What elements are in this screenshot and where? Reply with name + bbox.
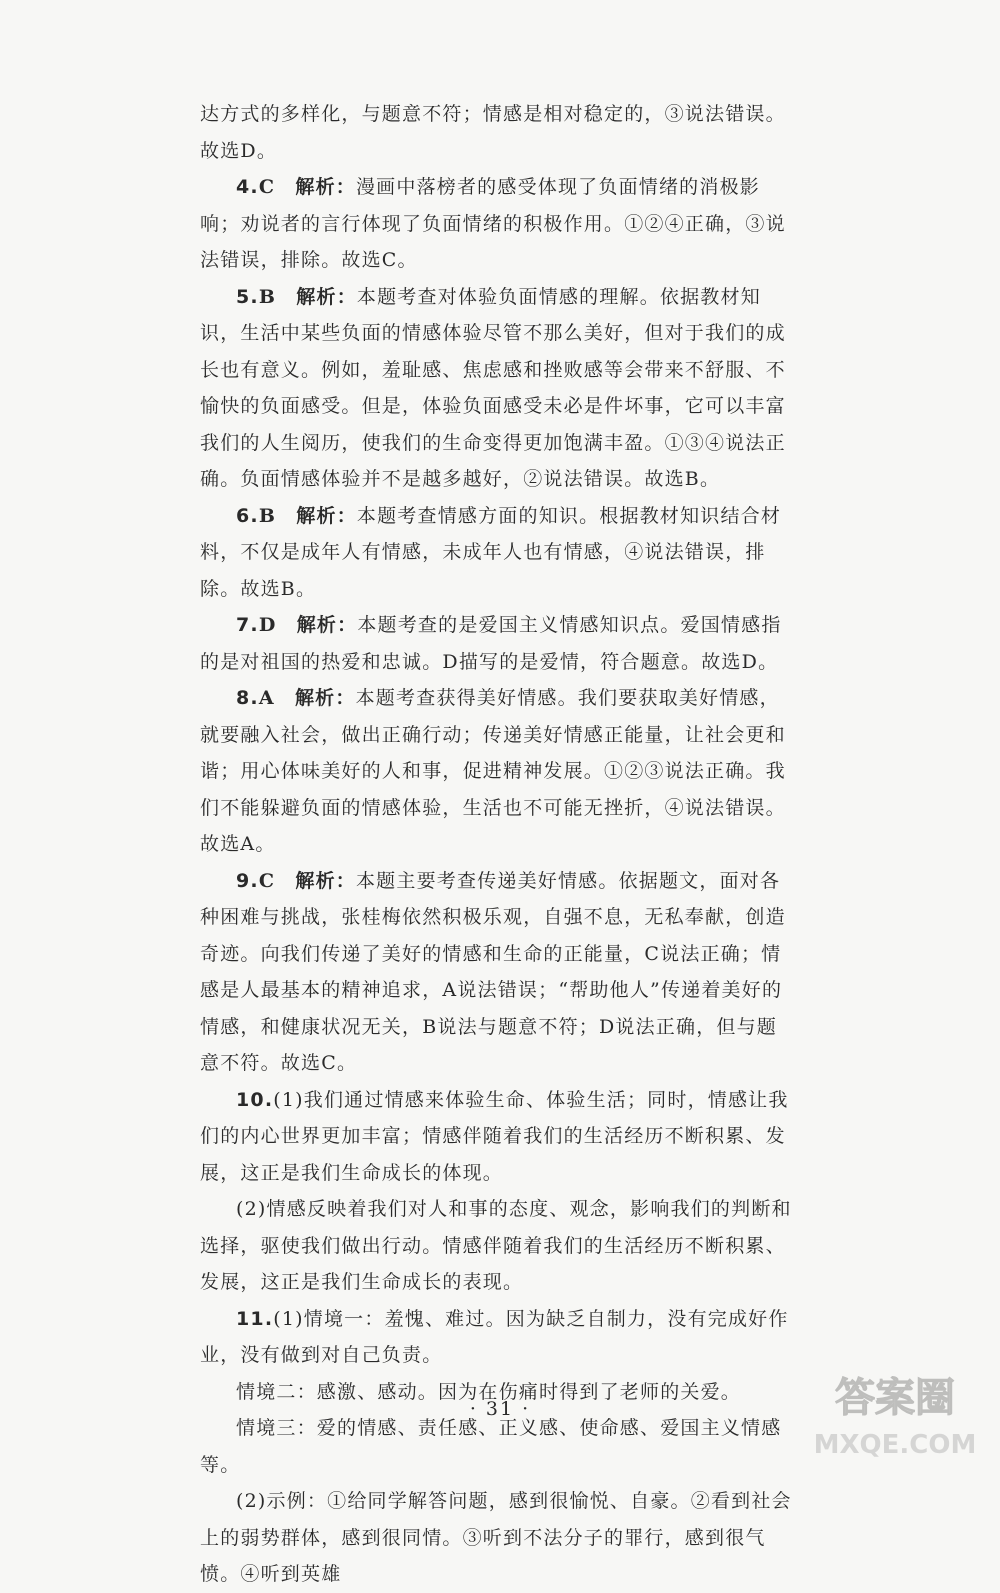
answer-paragraph-7 bbox=[200, 607, 792, 680]
answer-tag: C 解析： bbox=[258, 176, 356, 198]
question-number: 10. bbox=[236, 1088, 274, 1111]
answer-tag: C 解析： bbox=[258, 869, 356, 892]
answer-paragraph-9 bbox=[200, 863, 792, 1082]
watermark-logo bbox=[806, 1363, 984, 1463]
answer-content bbox=[200, 96, 792, 1593]
answer-text: 本题考查情感方面的知识。根据教材知识结合材料，不仅是成年人有情感，未成年人也有情感，④说法错误，排除。故选B。 bbox=[200, 504, 782, 600]
answer-tag: B 解析： bbox=[258, 504, 357, 527]
answer-text: (1)情境一：羞愧、难过。因为缺乏自制力，没有完成好作业，没有做到对自己负责。 bbox=[200, 1307, 789, 1366]
answer-text: 本题考查获得美好情感。我们要获取美好情感，就要融入社会，做出正确行动；传递美好情感正能量，让社会更和谐；用心体味美好的人和事，促进精神发展。①②③说法正确。我们不能躲避负面的情感体验，生活也不可能无挫折，④说法错误。故选A。 bbox=[200, 687, 786, 855]
answer-text: 本题考查对体验负面情感的理解。依据教材知识，生活中某些负面的情感体验尽管不那么美好，但对于我们的成长也有意义。例如，羞耻感、焦虑感和挫败感等会带来不舒服、不愉快的负面感受。但是，体验负面感受未必是件坏事，它可以丰富我们的人生阅历，使我们的生命变得更加饱满丰盈。①③④说法正确。负面情感体验并不是越多越好，②说法错误。故选B。 bbox=[200, 285, 786, 490]
answer-text: 情境三：爱的情感、责任感、正义感、使命感、爱国主义情感等。 bbox=[200, 1417, 782, 1476]
answer-paragraph-5 bbox=[200, 279, 792, 498]
answer-text: (2)情感反映着我们对人和事的态度、观念，影响我们的判断和选择，驱使我们做出行动。情感伴随着我们的生活经历不断积累、发展，这正是我们生命成长的表现。 bbox=[200, 1198, 792, 1293]
question-number: 5. bbox=[236, 285, 259, 308]
answer-text: (2)示例：①给同学解答问题，感到很愉悦、自豪。②看到社会上的弱势群体，感到很同情。③听到不法分子的罪行，感到很气愤。④听到英雄 bbox=[200, 1490, 792, 1585]
answer-paragraph-10-2 bbox=[200, 1191, 792, 1301]
answer-text: 本题主要考查传递美好情感。依据题文，面对各种困难与挑战，张桂梅依然积极乐观，自强不息，无私奉献，创造奇迹。向我们传递了美好的情感和生命的正能量，C说法正确；情感是人最基本的精神追求，A说法错误；“帮助他人”传递着美好的情感，和健康状况无关，B说法与题意不符；D说法正确，但与题意不符。故选C。 bbox=[200, 869, 786, 1074]
question-number: 9. bbox=[236, 869, 259, 892]
answer-text: (1)我们通过情感来体验生命、体验生活；同时，情感让我们的内心世界更加丰富；情感伴随着我们的生活经历不断积累、发展，这正是我们生命成长的体现。 bbox=[200, 1088, 789, 1184]
answer-paragraph-11-1 bbox=[200, 1301, 792, 1374]
question-number: 7. bbox=[236, 614, 259, 636]
answer-paragraph-0 bbox=[200, 96, 792, 169]
answer-paragraph-11-scene3 bbox=[200, 1410, 792, 1483]
watermark-text-bottom: MXQE.COM bbox=[813, 1430, 977, 1460]
question-number: 8. bbox=[236, 687, 259, 709]
answer-tag: A 解析： bbox=[258, 687, 356, 709]
answer-text: 本题考查的是爱国主义情感知识点。爱国情感指的是对祖国的热爱和忠诚。D描写的是爱情，符合题意。故选D。 bbox=[200, 614, 782, 673]
page-number: · 31 · bbox=[469, 1398, 531, 1420]
answer-text: 漫画中落榜者的感受体现了负面情绪的消极影响；劝说者的言行体现了负面情绪的积极作用。①②④正确，③说法错误，排除。故选C。 bbox=[200, 176, 786, 271]
answer-text: 情境二：感激、感动。因为在伤痛时得到了老师的关爱。 bbox=[236, 1380, 742, 1403]
answer-paragraph-10-1 bbox=[200, 1082, 792, 1192]
answer-paragraph-6 bbox=[200, 498, 792, 608]
watermark-text-top: 答案圈 bbox=[835, 1375, 955, 1421]
answer-tag: B 解析： bbox=[258, 285, 357, 308]
question-number: 4. bbox=[236, 176, 259, 198]
answer-paragraph-11-2 bbox=[200, 1483, 792, 1593]
question-number: 11. bbox=[236, 1307, 274, 1330]
answer-paragraph-8 bbox=[200, 680, 792, 863]
answer-text: 达方式的多样化，与题意不符；情感是相对稳定的，③说法错误。故选D。 bbox=[200, 103, 786, 162]
answer-paragraph-4 bbox=[200, 169, 792, 279]
question-number: 6. bbox=[236, 504, 259, 527]
answer-tag: D 解析： bbox=[258, 614, 358, 636]
